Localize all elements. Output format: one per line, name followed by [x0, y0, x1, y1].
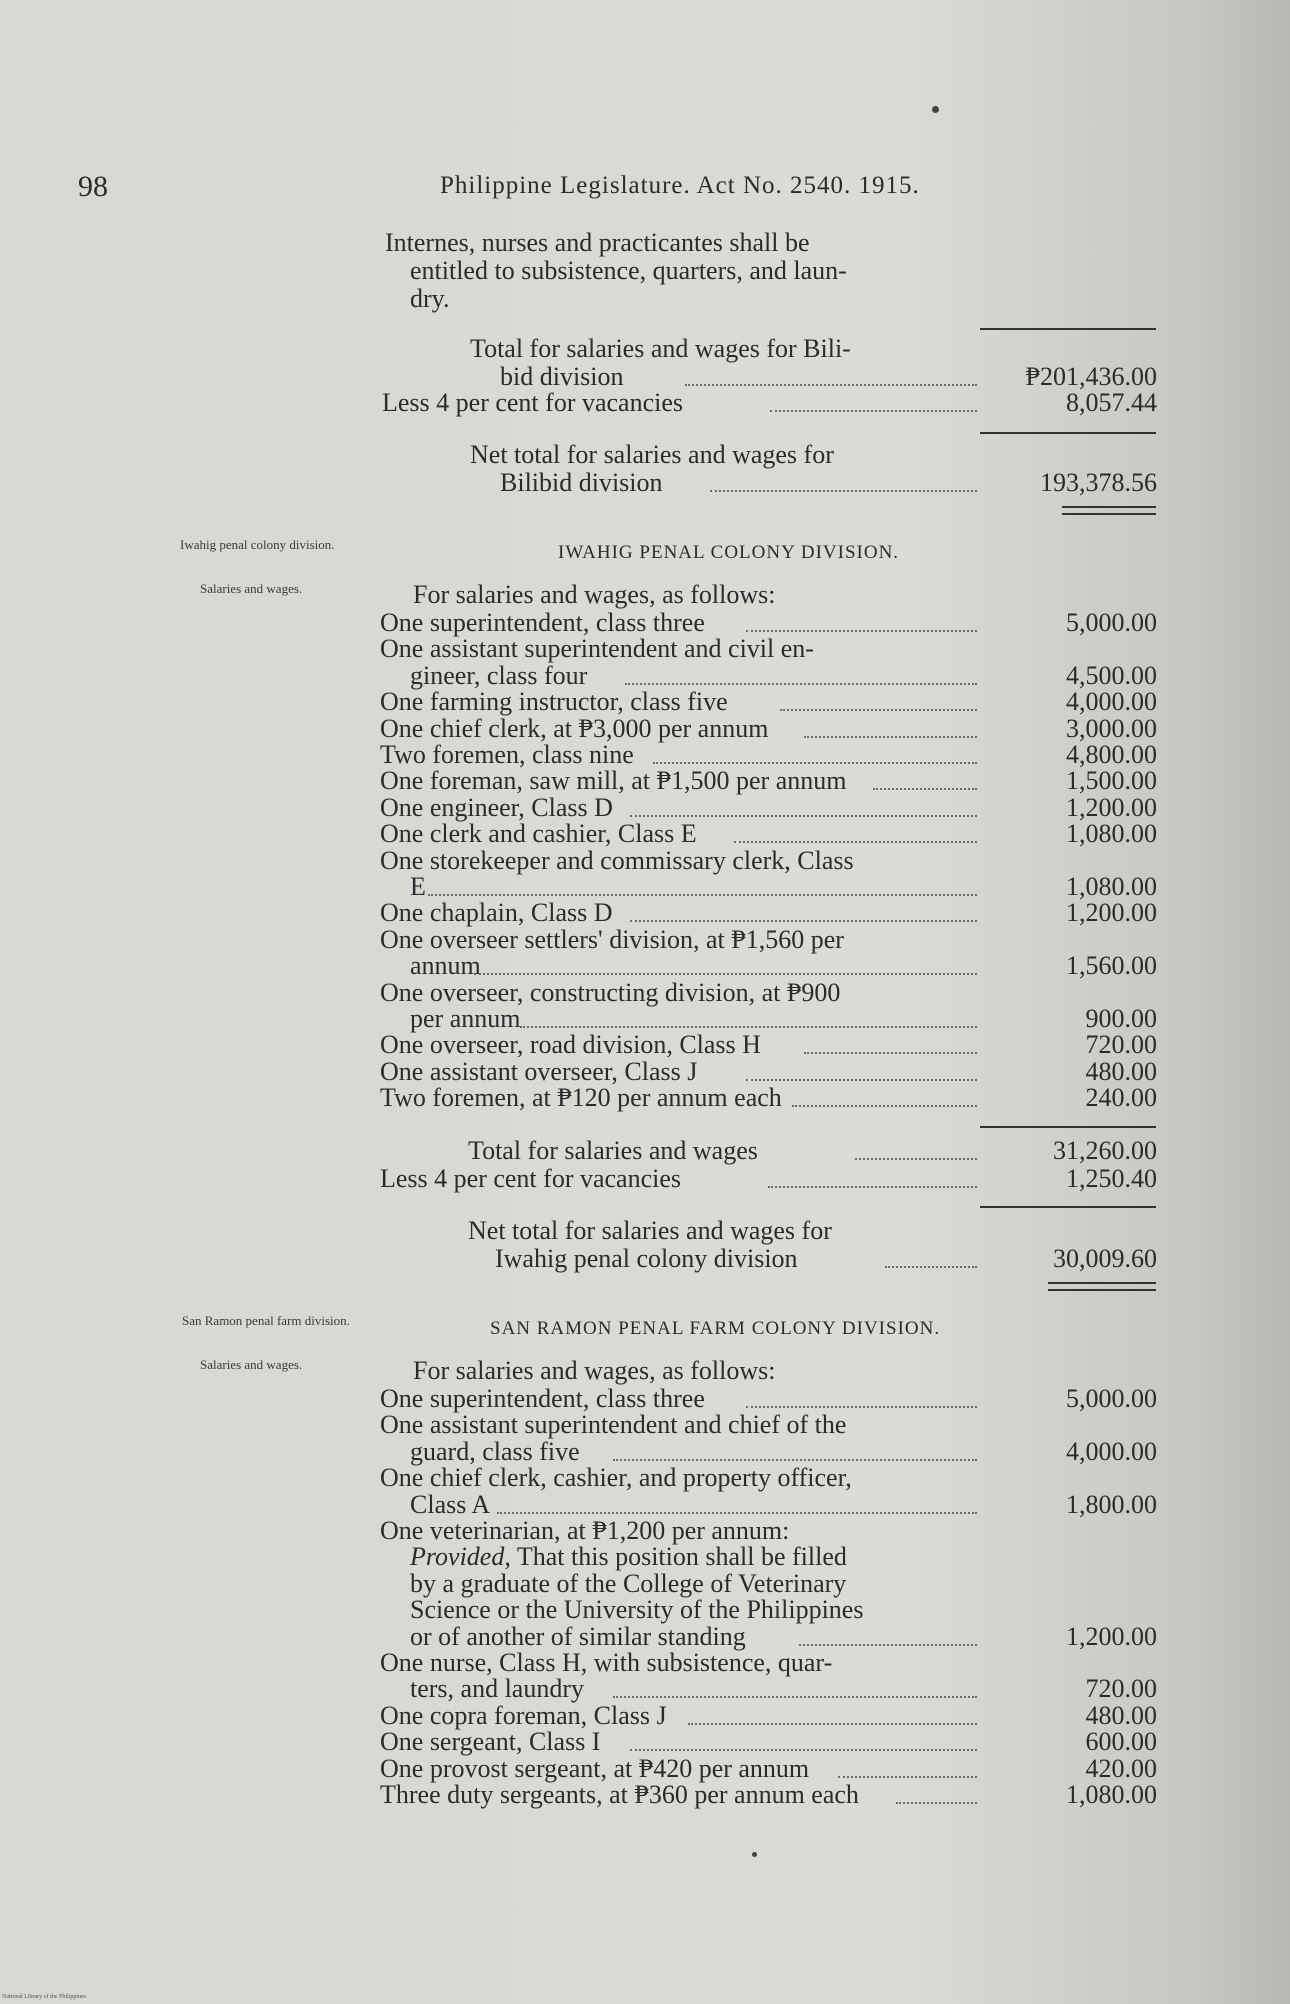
item-text: One chief clerk, at ₱3,000 per annum [380, 713, 769, 743]
iwahig-less-label: Less 4 per cent for vacancies [380, 1164, 682, 1193]
bilibid-total-label: bid division [500, 362, 624, 391]
dot-leader [630, 1749, 977, 1751]
item-amount: 1,200.00 [1066, 1621, 1157, 1651]
dot-leader [792, 1105, 977, 1107]
item-amount: 1,800.00 [1066, 1489, 1157, 1519]
item-text: One nurse, Class H, with subsistence, quar- [380, 1648, 833, 1677]
rule [980, 1206, 1156, 1208]
item-text: Science or the University of the Philippines [410, 1595, 864, 1625]
item-text: One foreman, saw mill, at ₱1,500 per annum [380, 766, 847, 796]
dot-leader [474, 973, 977, 975]
item-text: gineer, class four [410, 660, 588, 690]
footer-credit: National Library of the Philippines [2, 1994, 86, 2000]
dot-leader [688, 1723, 977, 1725]
item-amount: 600.00 [1085, 1727, 1157, 1757]
iwahig-less-value: 1,250.40 [1066, 1164, 1157, 1193]
bilibid-net-value: 193,378.56 [1040, 468, 1157, 497]
item-amount: 1,080.00 [1066, 872, 1157, 901]
item-text: One sergeant, Class I [380, 1727, 601, 1757]
item-text: One overseer, road division, Class H [380, 1030, 761, 1060]
item-text: guard, class five [410, 1436, 580, 1466]
item-text: One assistant overseer, Class J [380, 1056, 698, 1086]
bilibid-total-value: ₱201,436.00 [1025, 362, 1157, 391]
item-text: One provost sergeant, at ₱420 per annum [380, 1753, 810, 1783]
dot-leader [613, 1696, 977, 1698]
intro-note-line: dry. [410, 284, 450, 313]
dot-leader [710, 490, 977, 492]
bilibid-less-label: Less 4 per cent for vacancies [382, 388, 684, 417]
dot-leader [497, 1512, 977, 1514]
dot-leader [780, 709, 977, 711]
item-amount: 4,800.00 [1066, 740, 1157, 769]
dot-leader [746, 630, 977, 632]
margin-note: San Ramon penal farm division. [182, 1313, 350, 1328]
item-amount: 1,560.00 [1066, 951, 1157, 981]
iwahig-net-label: Net total for salaries and wages for [468, 1216, 832, 1245]
rule [980, 432, 1156, 434]
dot-leader [630, 815, 977, 817]
intro-note-line: Internes, nurses and practicantes shall be [385, 228, 810, 257]
item-amount: 420.00 [1085, 1753, 1157, 1783]
dot-leader [685, 384, 977, 386]
rule [980, 328, 1156, 330]
dot-leader [855, 1158, 977, 1160]
item-text: Two foremen, class nine [380, 740, 634, 769]
item-text: Three duty sergeants, at ₱360 per annum each [380, 1780, 859, 1809]
item-amount: 4,000.00 [1066, 1436, 1157, 1466]
item-text: One engineer, Class D [380, 792, 613, 822]
margin-note: Iwahig penal colony division. [180, 537, 335, 552]
iwahig-total-label: Total for salaries and wages [468, 1136, 758, 1165]
running-head: Philippine Legislature. Act No. 2540. 1915. [440, 172, 920, 199]
item-amount: 4,000.00 [1066, 687, 1157, 717]
item-text: One overseer settlers' division, at ₱1,560 per [380, 924, 844, 954]
item-text: Class A [410, 1489, 491, 1519]
dot-leader [770, 410, 977, 412]
item-amount: 720.00 [1085, 1030, 1157, 1060]
bilibid-total-label: Total for salaries and wages for Bili- [470, 334, 851, 363]
dot-leader [428, 894, 977, 896]
item-text: One assistant superintendent and civil en- [380, 634, 814, 664]
dot-leader [896, 1802, 977, 1804]
item-amount: 480.00 [1085, 1700, 1157, 1730]
section-heading: SAN RAMON PENAL FARM COLONY DIVISION. [490, 1318, 941, 1339]
iwahig-total-value: 31,260.00 [1053, 1136, 1157, 1165]
item-text: Two foremen, at ₱120 per annum each [380, 1083, 782, 1113]
item-amount: 240.00 [1085, 1083, 1157, 1113]
item-amount: 900.00 [1085, 1004, 1157, 1033]
item-text: One chaplain, Class D [380, 898, 613, 928]
dot-leader [885, 1266, 977, 1268]
section-intro: For salaries and wages, as follows: [413, 1356, 776, 1385]
dot-leader [768, 1186, 977, 1188]
item-text: One veterinarian, at ₱1,200 per annum: [380, 1516, 790, 1545]
dot-leader [873, 788, 977, 790]
dot-leader [613, 1459, 977, 1461]
double-rule [1048, 1282, 1156, 1291]
dot-leader [520, 1026, 977, 1028]
item-text: One superintendent, class three [380, 608, 705, 637]
margin-note: Salaries and wages. [200, 1357, 303, 1372]
ink-speck [932, 106, 939, 113]
bilibid-net-label: Net total for salaries and wages for [470, 440, 834, 469]
margin-note: Salaries and wages. [200, 581, 303, 596]
item-amount: 4,500.00 [1066, 660, 1157, 690]
dot-leader [734, 841, 977, 843]
item-text: One clerk and cashier, Class E [380, 819, 697, 849]
item-text: One superintendent, class three [380, 1384, 705, 1413]
item-text: One copra foreman, Class J [380, 1700, 667, 1730]
double-rule [1062, 506, 1156, 515]
item-amount: 1,200.00 [1066, 792, 1157, 822]
section-intro: For salaries and wages, as follows: [413, 580, 776, 609]
item-text: by a graduate of the College of Veterinary [410, 1568, 847, 1598]
dot-leader [630, 920, 977, 922]
item-amount: 5,000.00 [1066, 608, 1157, 637]
dot-leader [625, 683, 977, 685]
dot-leader [799, 1644, 977, 1646]
item-text: One storekeeper and commissary clerk, Class [380, 845, 854, 875]
item-amount: 5,000.00 [1066, 1384, 1157, 1413]
item-text: E [410, 872, 426, 901]
iwahig-net-label: Iwahig penal colony division [495, 1244, 798, 1273]
bilibid-less-value: 8,057.44 [1066, 388, 1157, 417]
item-text: One assistant superintendent and chief of the [380, 1410, 847, 1440]
item-amount: 1,500.00 [1066, 766, 1157, 796]
page-number: 98 [78, 170, 108, 203]
dot-leader [746, 1406, 977, 1408]
iwahig-net-value: 30,009.60 [1053, 1244, 1157, 1273]
dot-leader [653, 762, 977, 764]
item-amount: 480.00 [1085, 1056, 1157, 1086]
section-heading: IWAHIG PENAL COLONY DIVISION. [558, 542, 900, 563]
rule [980, 1126, 1156, 1128]
dot-leader [804, 1052, 977, 1054]
item-text: ters, and laundry [410, 1674, 585, 1704]
dot-leader [804, 736, 977, 738]
item-text: per annum [410, 1004, 521, 1033]
item-amount: 720.00 [1085, 1674, 1157, 1704]
item-amount: 1,080.00 [1066, 819, 1157, 849]
dot-leader [838, 1776, 977, 1778]
item-text: Provided, That this position shall be filled [410, 1542, 847, 1572]
item-amount: 1,080.00 [1066, 1780, 1157, 1809]
item-text: annum [410, 951, 481, 981]
dot-leader [746, 1079, 977, 1081]
ink-speck [752, 1852, 757, 1857]
item-text: One overseer, constructing division, at ₱900 [380, 977, 841, 1007]
intro-note-line: entitled to subsistence, quarters, and laun- [410, 256, 847, 285]
item-text: One farming instructor, class five [380, 687, 728, 717]
bilibid-net-label: Bilibid division [500, 468, 663, 497]
item-text: One chief clerk, cashier, and property officer, [380, 1463, 852, 1493]
item-text: or of another of similar standing [410, 1621, 746, 1651]
item-amount: 3,000.00 [1066, 713, 1157, 743]
item-amount: 1,200.00 [1066, 898, 1157, 928]
